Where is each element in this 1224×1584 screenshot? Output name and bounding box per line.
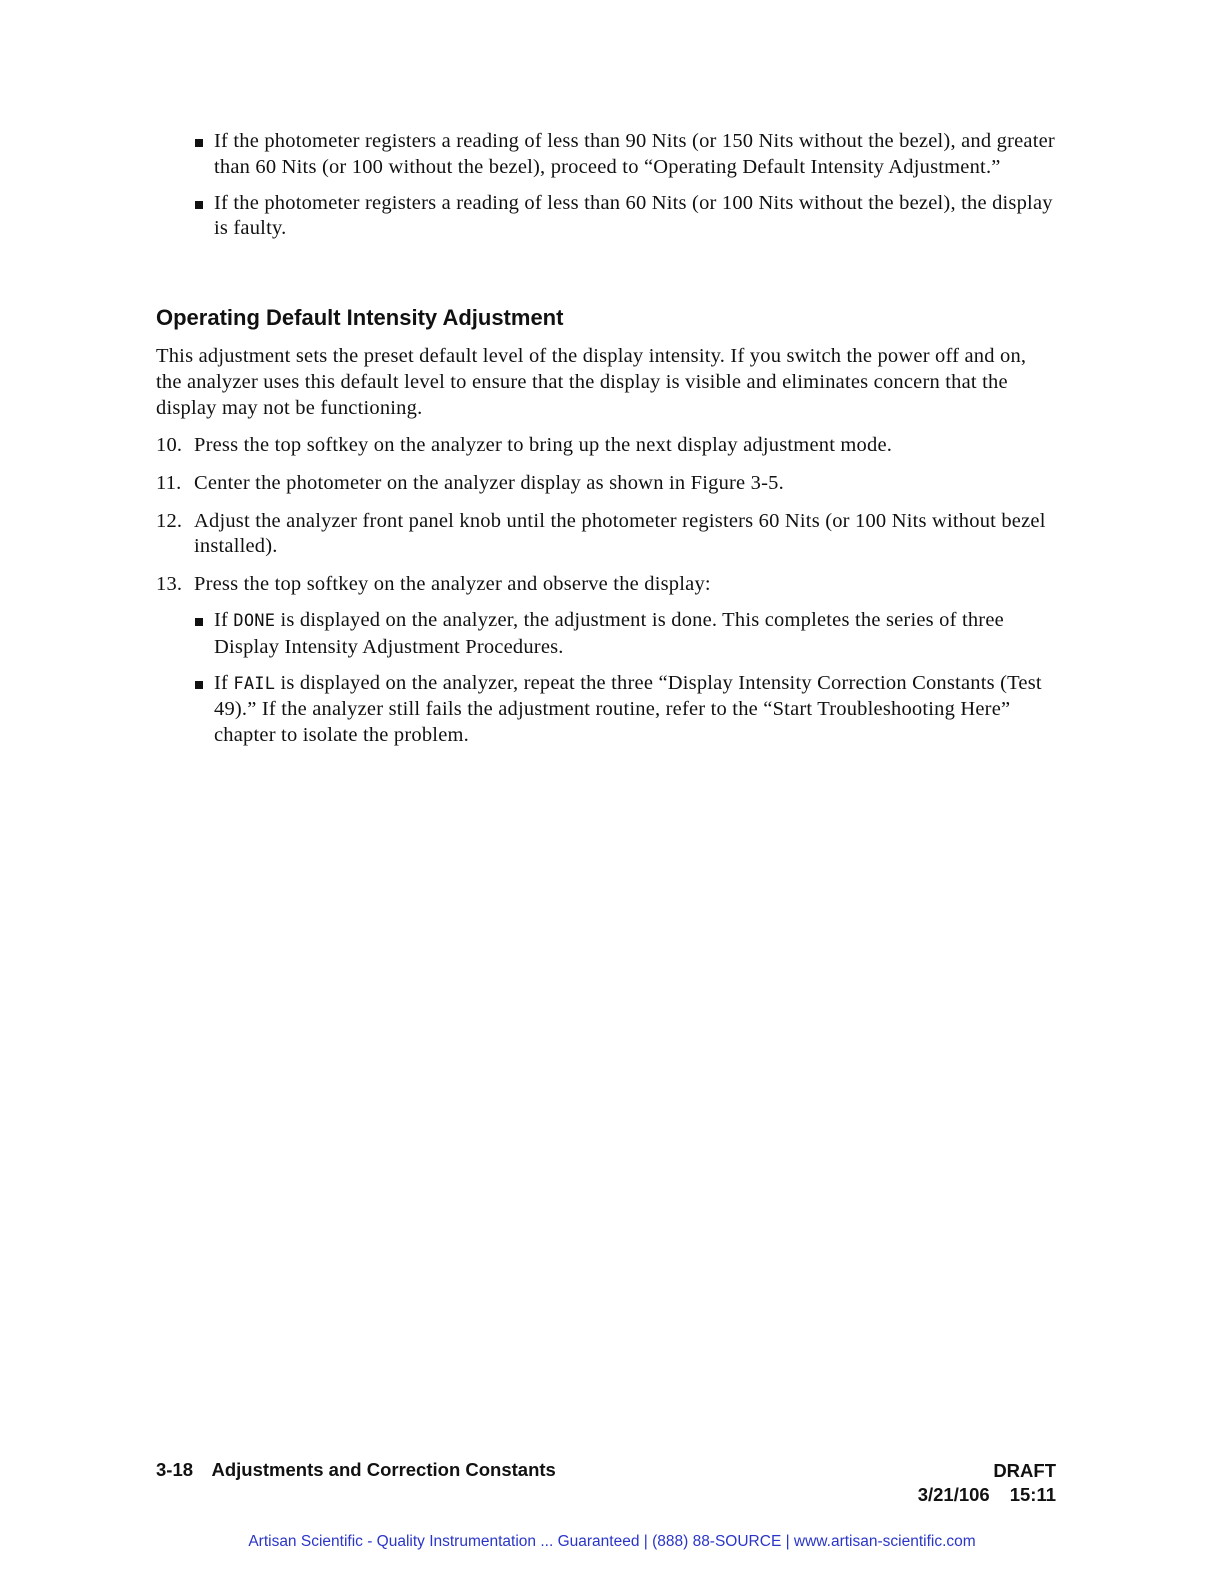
step-11: [156, 471, 1056, 497]
step-text: Press the top softkey on the analyzer and observe the display:: [194, 573, 711, 596]
step-10: [156, 433, 1056, 459]
step-13: [156, 572, 1056, 749]
step-number: 13.: [156, 573, 183, 596]
step-number: 11.: [156, 471, 182, 494]
step-12: [156, 509, 1056, 561]
square-bullet-icon: [195, 201, 203, 209]
section-heading: Operating Default Intensity Adjustment: [156, 305, 564, 330]
draft-label: DRAFT: [993, 1460, 1056, 1481]
top-bullet-list: [195, 129, 1055, 252]
bullet-rest: is displayed on the analyzer, repeat the three “Display Intensity Correction Constants (Test 49).” If the analyzer still fails the adjustment routine, refer to the “Start Troubleshooting Here” chapter to isolate the problem.: [214, 671, 1042, 747]
fail-code: FAIL: [233, 673, 276, 694]
step-number: 10.: [156, 434, 183, 456]
page-number: 3-18: [156, 1459, 194, 1480]
step-text: Adjust the analyzer front panel knob until the photometer registers 60 Nits (or 100 Nits without bezel installed).: [194, 509, 1046, 558]
list-item: [195, 608, 1056, 661]
procedure-steps: [156, 433, 1056, 761]
bullet-prefix: If: [214, 671, 234, 694]
step-13-sub-bullets: [195, 608, 1056, 749]
bullet-text: If the photometer registers a reading of less than 60 Nits (or 100 Nits without the bezel), the display is faulty.: [214, 191, 1053, 240]
draft-time: 15:11: [1009, 1484, 1056, 1505]
chapter-title: Adjustments and Correction Constants: [211, 1459, 556, 1480]
bullet-prefix: If: [214, 608, 234, 631]
step-text: Press the top softkey on the analyzer to bring up the next display adjustment mode.: [194, 434, 893, 456]
bullet-rest: is displayed on the analyzer, the adjustment is done. This completes the series of three Display Intensity Adjustment Procedures.: [214, 608, 1004, 658]
draft-timestamp: [918, 1483, 1056, 1507]
page-footer-right: [918, 1459, 1056, 1507]
page-footer-left: [156, 1459, 556, 1481]
step-number: 12.: [156, 509, 183, 532]
list-item: [195, 671, 1056, 749]
list-item: [195, 129, 1055, 181]
draft-date: 3/21/106: [917, 1484, 990, 1505]
list-item: [195, 191, 1055, 243]
section-intro-paragraph: This adjustment sets the preset default level of the display intensity. If you switch the power off and on, the analyzer uses this default level to ensure that the display is visible and eliminates concern that the display may not be functioning.: [156, 345, 1027, 419]
square-bullet-icon: [195, 139, 203, 147]
square-bullet-icon: [195, 618, 203, 626]
vendor-banner-link[interactable]: Artisan Scientific - Quality Instrumentation ... Guaranteed | (888) 88-SOURCE | www.artisan-scientific.com: [248, 1533, 976, 1550]
square-bullet-icon: [195, 681, 203, 689]
step-text: Center the photometer on the analyzer display as shown in Figure 3-5.: [194, 471, 784, 494]
bullet-text: If the photometer registers a reading of less than 90 Nits (or 150 Nits without the bezel), and greater than 60 Nits (or 100 without the bezel), proceed to “Operating Default Intensity Adjustment.”: [214, 130, 1055, 178]
done-code: DONE: [233, 610, 276, 631]
